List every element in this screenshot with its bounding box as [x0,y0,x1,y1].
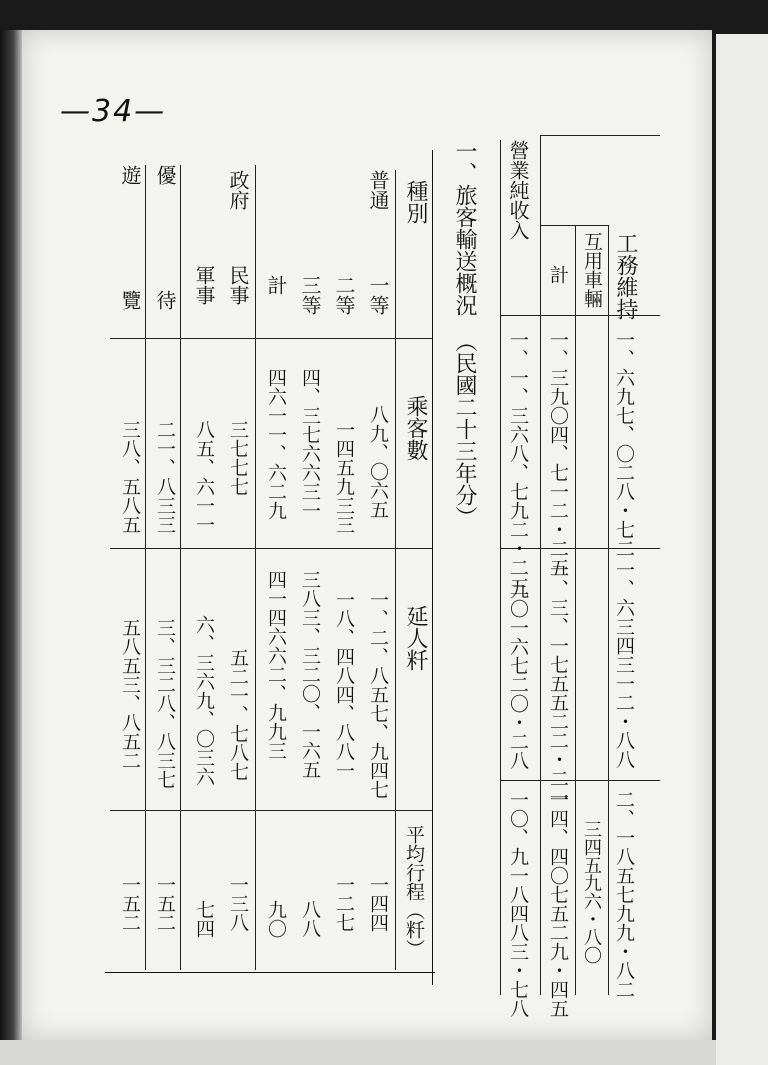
row-yuutai-group: 優 [153,165,177,185]
upper-row-label: 營業純收入 [506,140,530,240]
row-futsu-3-passenger-km: 三八三、三二〇、一六五 [299,570,321,779]
row-seifu-minji-sub: 民事 [226,265,250,305]
row-seifu-minji-passengers: 三七七七 [227,420,249,496]
upper-col1-top: 一、六九七、〇二八・七二 [613,330,635,558]
section-title: 一、旅客輸送概況 [452,140,477,316]
row-futsu-2-passengers: 一四五九三三 [333,420,355,534]
row-yuutai-passengers: 二一、八三三 [154,420,176,534]
row-futsu-total-avg: 九〇 [265,900,287,938]
row-futsu-1-avg: 一四四 [367,875,389,932]
header-passenger-km: 延人粁 [403,605,428,671]
page-number: —34— [60,94,167,129]
row-divider-youdai [180,165,181,970]
main-table-right-border [432,150,433,985]
row-yuran-passengers: 三八、五八五 [119,420,141,534]
row-seifu-group: 政府 [226,170,250,210]
main-table-rule-1 [110,338,432,339]
row-yuutai-avg: 一五二 [154,875,176,932]
row-yuran-avg: 一五二 [119,875,141,932]
upper-table-group-rule [540,225,608,226]
row-futsu-group: 普通 [366,170,390,210]
upper-col3-top: 二、一八五七九九・八二 [613,790,635,999]
upper-table-col-divider-3 [608,225,609,995]
row-futsu-1-passengers: 八九、〇六五 [367,405,389,519]
page-bottom-edge [0,1040,716,1065]
upper-col3-mid: 三四五九六・八〇 [581,820,602,964]
row-seifu-gunji-sub: 軍事 [192,265,216,305]
row-futsu-2-sub: 二等 [332,275,356,315]
row-yuran-passenger-km: 五八五三、八五二 [119,618,141,770]
upper-col2-bottom: 一、三、一七五五二二・二一 [547,560,569,807]
upper-table-rule-2 [500,780,660,781]
upper-subheader-group: 工務維持 [613,232,638,320]
upper-col2-last: 九〇一六七二〇・二八 [507,580,529,770]
book-spine-shadow [0,30,22,1065]
upper-table-col-divider-1 [540,135,541,995]
row-futsu-2-passenger-km: 一八、四八四、八八一 [333,590,355,780]
facing-page-strip [716,34,768,1065]
main-table-rule-3 [110,810,432,811]
row-futsu-total-sub: 計 [264,275,288,295]
row-futsu-3-passengers: 四、三七六六三一 [299,368,321,520]
upper-table-col-divider-2 [575,225,576,995]
row-yuran-group: 遊 [118,165,142,185]
upper-subheader-2: 計 [547,265,569,284]
row-divider-seifu [255,165,256,970]
section-period: （民國二十三年分） [452,330,477,528]
row-futsu-1-passenger-km: 一、二、八五七、九四七 [367,590,389,799]
row-seifu-minji-passenger-km: 五二一、七八七 [227,648,249,781]
row-futsu-total-passengers: 四六一一、六二九 [265,368,287,520]
upper-table-top-border [540,135,660,136]
upper-col1-last: 一、一、三六八、七九二・二三 [507,330,529,596]
main-table-bottom-border [105,972,435,973]
header-avg-distance: 平均行程（粁） [403,825,425,958]
main-table-rule-2 [110,548,432,549]
row-futsu-2-avg: 一二七 [333,875,355,932]
upper-col3-bottom: 一四、四〇七五二九・四五 [547,790,569,1018]
main-table-header-divider [395,170,396,970]
row-yuutai-passenger-km: 三、三二八、八三七 [154,618,176,789]
upper-col2-top: 一、六三四三一二・八八 [613,560,635,769]
row-futsu-3-sub: 三等 [298,275,322,315]
upper-col3-last: 一〇、九一八四八三・七八 [507,790,529,1018]
upper-table-left-border [500,140,501,995]
upper-col1-bottom: 一、三九〇四、七一二・二五 [547,330,569,577]
row-futsu-total-passenger-km: 四一四六六二、九九三 [265,570,287,760]
header-type: 種別 [403,180,428,224]
row-seifu-gunji-passenger-km: 六、三六九、〇三六 [193,615,215,786]
row-divider-yuran [145,165,146,970]
row-futsu-3-avg: 八八 [299,900,321,938]
row-seifu-gunji-passengers: 八五、六一一 [193,420,215,534]
upper-subheader-1: 互用車輛 [581,232,603,308]
row-seifu-minji-avg: 一三八 [227,875,249,932]
row-yuutai-sub: 待 [153,290,177,310]
row-futsu-1-sub: 一等 [366,275,390,315]
header-passengers: 乘客數 [403,395,428,461]
row-seifu-gunji-avg: 七四 [193,900,215,938]
row-yuran-sub: 覽 [118,290,142,310]
